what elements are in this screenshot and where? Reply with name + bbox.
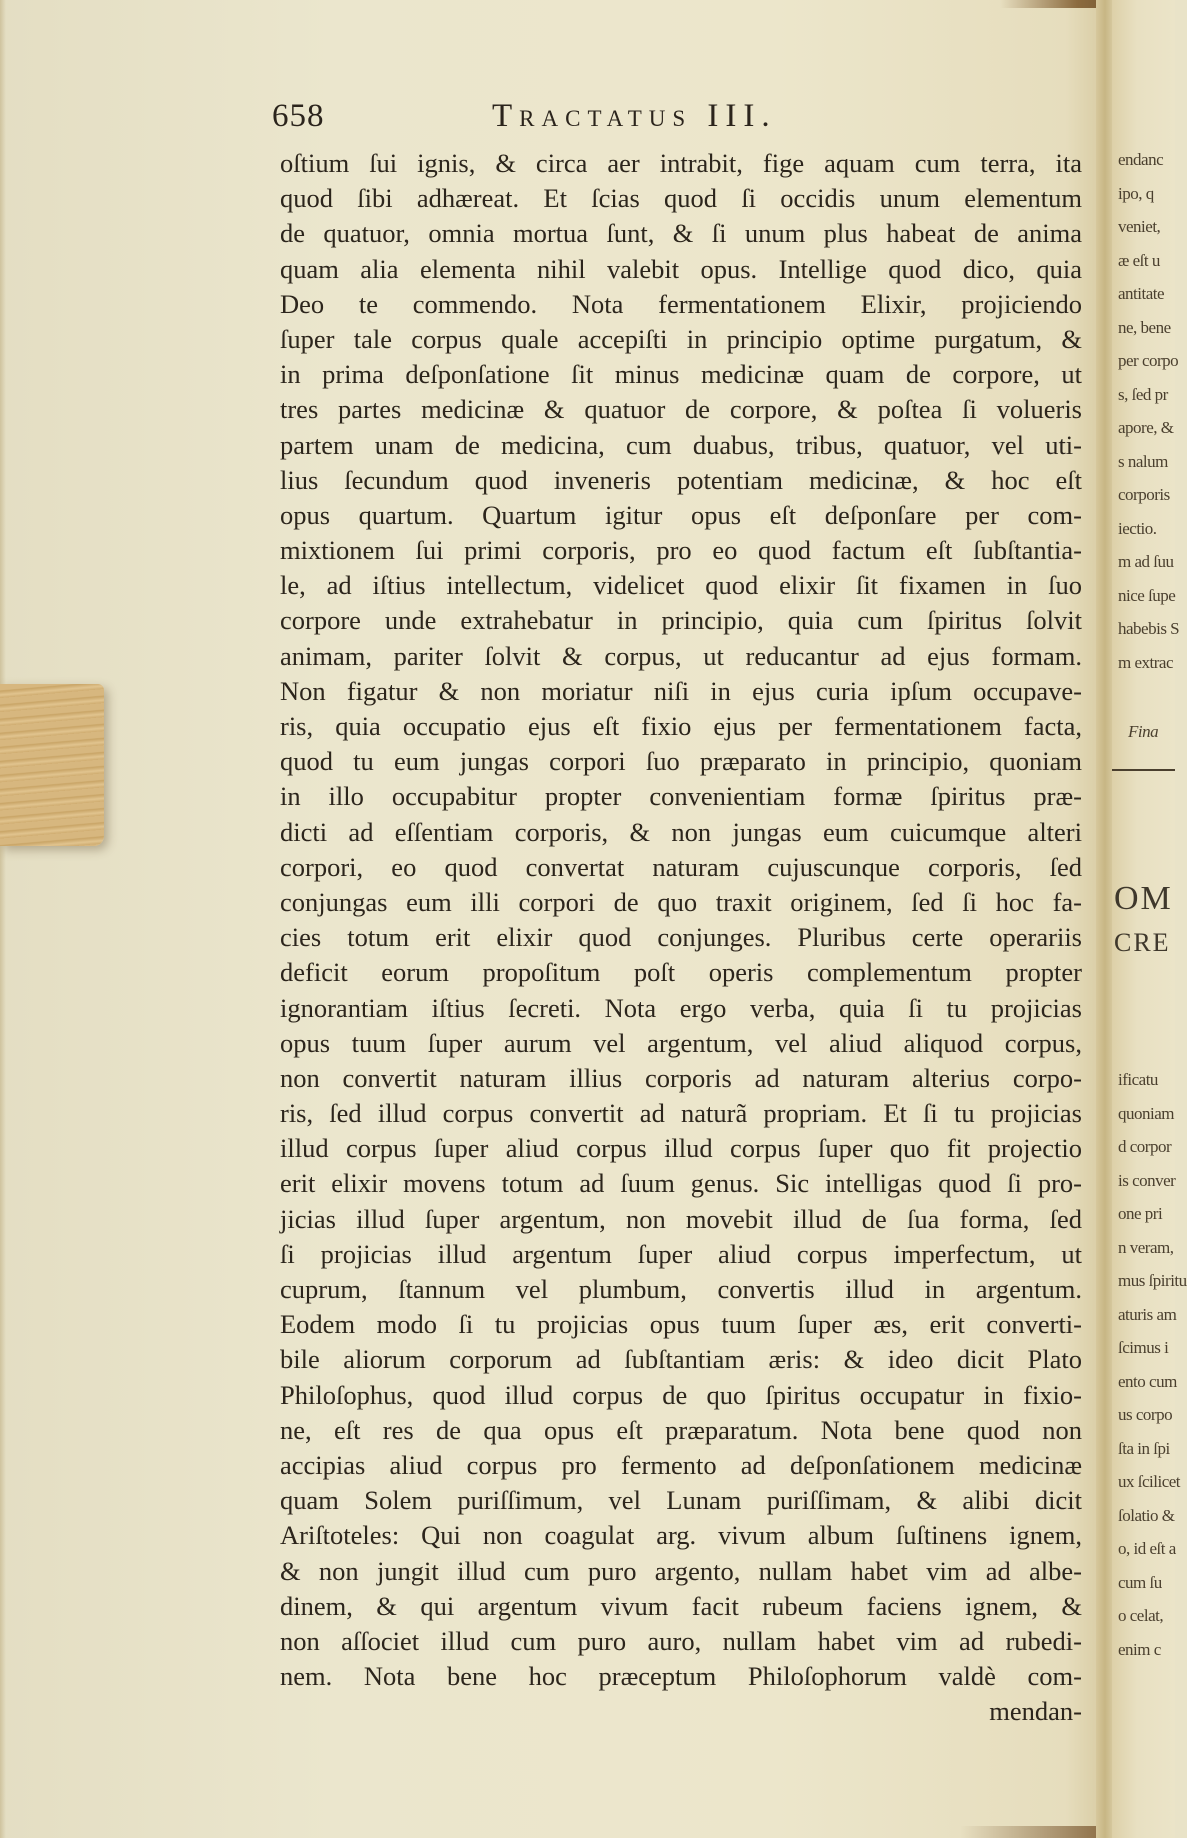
text-line: ſuper tale corpus quale accepiſti in principio optime purgatum, & [280,323,1082,354]
text-line: deficit eorum propoſitum poſt operis complementum propter [280,957,1082,988]
facing-page-line: enim c [1118,1639,1161,1659]
text-line: cuprum, ſtannum vel plumbum, convertis illud in argentum. [280,1274,1082,1304]
facing-page-line: endanc [1118,150,1164,169]
text-line: opus tuum ſuper aurum vel argentum, vel aliud aliquod corpus, [280,1027,1082,1058]
text-line: lius ſecundum quod inveneris potentiam medicinæ, & hoc eſt [280,464,1082,495]
text-line: jicias illud ſuper argentum, non movebit illud de ſua forma, ſed [280,1203,1082,1234]
catchword: mendan- [989,1696,1082,1727]
text-line: oſtium ſui ignis, & circa aer intrabit, fige aquam cum terra, ita [280,148,1082,178]
facing-page-line: ſta in ſpi [1118,1438,1170,1458]
text-line: ne, eſt res de qua opus eſt præparatum. Nota bene quod non [280,1414,1082,1445]
text-line: partem unam de medicina, cum duabus, tribus, quatuor, vel uti- [280,429,1082,460]
facing-page-line: o celat, [1118,1606,1164,1625]
text-line: in prima deſponſatione ſit minus medicinæ quam de corpore, ut [280,359,1082,390]
facing-page-line: cum ſu [1118,1572,1162,1592]
facing-page-heading: OM [1114,880,1173,917]
facing-page-line: o, id eſt a [1118,1539,1176,1558]
facing-page-line: aturis am [1118,1304,1177,1324]
wooden-page-holder [0,684,104,846]
facing-page-line: ne, bene [1118,317,1171,337]
facing-page-line: per corpo [1118,351,1179,370]
facing-page-line: one pri [1118,1204,1163,1223]
text-line: corpori, eo quod convertat naturam cujuscunque corporis, ſed [280,851,1082,882]
text-line: Non figatur & non moriatur niſi in ejus curia ipſum occupave- [280,675,1082,706]
text-line: animam, pariter ſolvit & corpus, ut reducantur ad ejus formam. [280,640,1082,671]
facing-page-line: æ eſt u [1118,250,1160,270]
text-line: le, ad iſtius intellectum, videlicet quod elixir ſit fixamen in ſuo [280,570,1082,601]
page-left-edge [0,0,6,1838]
facing-page-line: iectio. [1118,518,1157,538]
facing-page-line: ſcimus i [1118,1338,1169,1357]
facing-page-line: d corpor [1118,1137,1172,1156]
text-line: tres partes medicinæ & quatuor de corpore, & poſtea ſi volueris [280,394,1082,425]
facing-page-line: habebis S [1118,619,1180,638]
facing-page-finis: Fina [1128,722,1159,741]
facing-page-line: ux ſcilicet [1118,1472,1181,1491]
facing-page-line: ſolatio & [1118,1505,1175,1525]
page-bottom-edge-shadow [960,1826,1110,1838]
text-line: ris, quia occupatio ejus eſt fixio ejus per fermentationem facta, [280,711,1082,741]
text-line: ris, ſed illud corpus convertit ad naturã propriam. Et ſi tu projicias [280,1098,1082,1129]
facing-page-line: m ad ſuu [1118,552,1174,571]
text-line: dicti ad eſſentiam corporis, & non jungas eum cuicumque alteri [280,816,1082,847]
text-line: & non jungit illud cum puro argento, nullam habet vim ad albe- [280,1555,1082,1586]
facing-page-heading: CRE [1114,928,1171,957]
facing-page-line: us corpo [1118,1405,1173,1424]
text-line: ſi projicias illud argentum ſuper aliud corpus imperfectum, ut [280,1238,1082,1269]
text-line: conjungas eum illi corpori de quo traxit originem, ſed ſi hoc fa- [280,886,1082,917]
text-line: cies totum erit elixir quod conjunges. Pluribus certe operariis [280,922,1082,953]
running-head: Tractatus III. [492,98,777,134]
text-line: corpore unde extrahebatur in principio, quia cum ſpiritus ſolvit [280,605,1082,636]
facing-page-line: nice ſupe [1118,585,1176,605]
facing-page-line: corporis [1118,485,1170,504]
facing-page-line: ento cum [1118,1371,1177,1391]
facing-page-line: mus ſpiritu [1118,1271,1187,1290]
facing-page-line: n veram, [1118,1237,1174,1257]
facing-page [1112,0,1187,1838]
text-line: quod tu eum jungas corpori ſuo præparato in principio, quoniam [280,746,1082,777]
text-line: mixtionem ſui primi corporis, pro eo quod factum eſt ſubſtantia- [280,535,1082,566]
text-line: dinem, & qui argentum vivum facit rubeum faciens ignem, & [280,1590,1082,1621]
facing-page-line: quoniam [1118,1103,1174,1123]
page-number: 658 [272,98,325,134]
text-line: non convertit naturam illius corporis ad naturam alterius corpo- [280,1062,1082,1093]
text-line: Ariſtoteles: Qui non coagulat arg. vivum album ſuſtinens ignem, [280,1520,1082,1551]
facing-page-line: veniet, [1118,217,1161,236]
facing-page-line: ificatu [1118,1070,1158,1089]
text-line: erit elixir movens totum ad ſuum genus. Sic intelligas quod ſi pro- [280,1168,1082,1199]
facing-page-line: ipo, q [1118,183,1154,203]
facing-page-line: is conver [1118,1170,1176,1190]
text-line: quod ſibi adhæreat. Et ſcias quod ſi occidis unum elementum [280,183,1082,214]
page-header [272,98,1082,144]
text-line: Philoſophus, quod illud corpus de quo ſpiritus occupatur in fixio- [280,1379,1082,1410]
text-line: in illo occupabitur propter convenientiam formæ ſpiritus præ- [280,781,1082,812]
facing-page-line: antitate [1118,284,1165,303]
text-line: quam alia elementa nihil valebit opus. Intellige quod dico, quia [280,253,1082,284]
body-text [280,146,1082,1729]
facing-page-line: s, ſed pr [1118,384,1168,404]
text-line: ignorantiam iſtius ſecreti. Nota ergo verba, quia ſi tu projicias [280,992,1082,1023]
facing-page-rule [1112,769,1175,771]
facing-page-line: m extrac [1118,652,1173,672]
text-line: Deo te commendo. Nota fermentationem Elixir, projiciendo [280,288,1082,319]
text-line: de quatuor, omnia mortua ſunt, & ſi unum plus habeat de anima [280,218,1082,249]
text-line: nem. Nota bene hoc præceptum Philoſophorum valdè com- [280,1661,1082,1692]
text-line: bile aliorum corporum ad ſubſtantiam æris: & ideo dicit Plato [280,1344,1082,1375]
text-line: illud corpus ſuper aliud corpus illud corpus ſuper quo fit projectio [280,1133,1082,1164]
text-line: non aſſociet illud cum puro auro, nullam habet vim ad rubedi- [280,1625,1082,1656]
text-line: quam Solem puriſſimum, vel Lunam puriſſimam, & alibi dicit [280,1485,1082,1516]
text-line: Eodem modo ſi tu projicias opus tuum ſuper æs, erit converti- [280,1309,1082,1340]
facing-page-line: s nalum [1118,451,1168,471]
facing-page-line: apore, & [1118,418,1174,437]
text-line: opus quartum. Quartum igitur opus eſt deſponſare per com- [280,499,1082,530]
text-line: accipias aliud corpus pro fermento ad deſponſationem medicinæ [280,1449,1082,1480]
